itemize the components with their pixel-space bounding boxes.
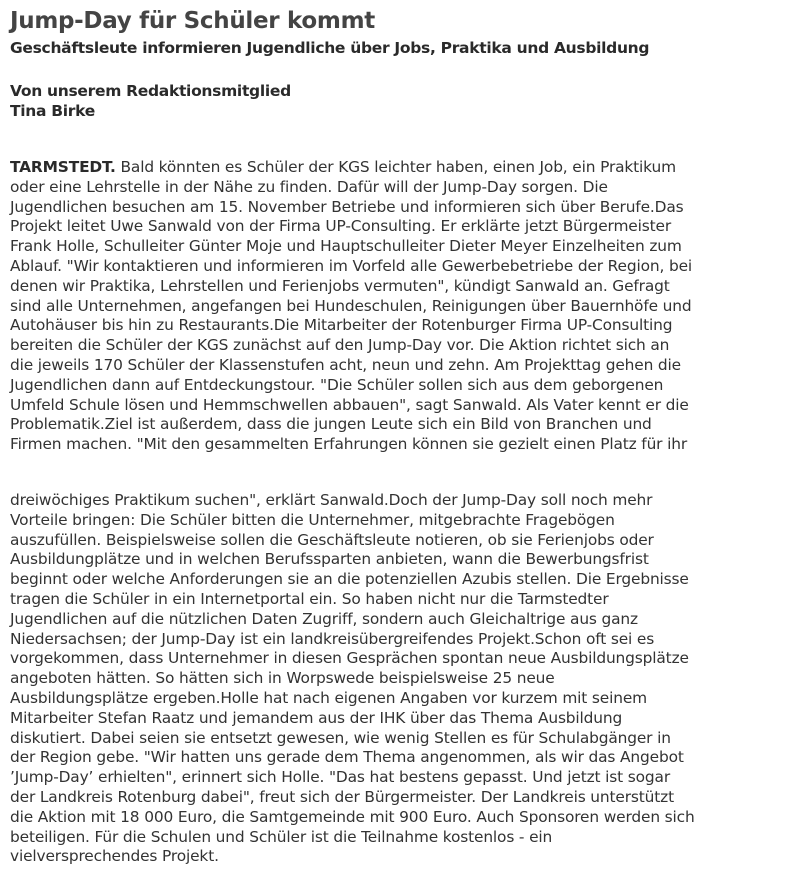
body-line [10, 158, 692, 178]
body-line: beginnt oder welche Anforderungen sie an die potenziellen Azubis stellen. Die Ergebnisse [10, 570, 689, 589]
body-line: Ausbildungsplätze ergeben.Holle hat nach eigenen Angaben vor kurzem mit seinem [10, 688, 647, 707]
body-line: Ausbildungplätze und in welchen Berufssparten anbieten, wann die Bewerbungsfrist [10, 550, 649, 569]
article-body-part-1 [10, 158, 692, 455]
body-line: die Aktion mit 18 000 Euro, die Samtgemeinde mit 900 Euro. Auch Sponsoren werden sich [10, 807, 695, 826]
body-line: angeboten hätten. So hätten sich in Worpswede beispielsweise 25 neue [10, 669, 555, 688]
body-line: Frank Holle, Schulleiter Günter Moje und Hauptschulleiter Dieter Meyer Einzelheiten zum [10, 237, 682, 256]
author-name: Tina Birke [10, 102, 95, 120]
body-line: der Region gebe. "Wir hatten uns gerade dem Thema angenommen, als wir das Angebot [10, 748, 684, 767]
body-line: sind alle Unternehmen, angefangen bei Hundeschulen, Reinigungen über Bauernhöfe und [10, 296, 692, 315]
body-line: Problematik.Ziel ist außerdem, dass die jungen Leute sich ein Bild von Branchen und [10, 415, 652, 434]
body-line: der Landkreis Rotenburg dabei", freut sich der Bürgermeister. Der Landkreis unterstützt [10, 787, 674, 806]
body-line: Mitarbeiter Stefan Raatz und jemandem aus der IHK über das Thema Ausbildung [10, 708, 623, 727]
body-line: auszufüllen. Beispielsweise sollen die Geschäftsleute notieren, ob sie Ferienjobs oder [10, 530, 654, 549]
body-line: bereiten die Schüler der KGS zunächst auf den Jump-Day vor. Die Aktion richtet sich an [10, 336, 670, 355]
article-subtitle: Geschäftsleute informieren Jugendliche über Jobs, Praktika und Ausbildung [10, 39, 650, 57]
body-line: tragen die Schüler in ein Internetportal ein. So haben nicht nur die Tarmstedter [10, 589, 609, 608]
body-line: beteiligen. Für die Schulen und Schüler ist die Teilnahme kostenlos - ein [10, 827, 553, 846]
body-line: Jugendlichen besuchen am 15. November Betriebe und informieren sich über Berufe.Das [10, 197, 684, 216]
body-line: Jugendlichen dann auf Entdeckungstour. "Die Schüler sollen sich aus dem geborgenen [10, 375, 664, 394]
body-line: Ablauf. "Wir kontaktieren und informieren im Vorfeld alle Gewerbebetriebe der Region, bei [10, 256, 693, 275]
body-line: vorgekommen, dass Unternehmer in diesen Gesprächen spontan neue Ausbildungsplätze [10, 649, 689, 668]
body-line: Umfeld Schule lösen und Hemmschwellen abbauen", sagt Sanwald. Als Vater kennt er die [10, 395, 689, 414]
body-line: Firmen machen. "Mit den gesammelten Erfahrungen können sie gezielt einen Platz für ihr [10, 435, 687, 454]
body-line: dreiwöchiges Praktikum suchen", erklärt Sanwald.Doch der Jump-Day soll noch mehr [10, 491, 653, 509]
article-title: Jump-Day für Schüler kommt [10, 8, 375, 34]
body-line-text: Bald könnten es Schüler der KGS leichter haben, einen Job, ein Praktikum [115, 158, 676, 176]
body-line: Projekt leitet Uwe Sanwald von der Firma UP-Consulting. Er erklärte jetzt Bürgermeister [10, 217, 672, 236]
dateline: TARMSTEDT. [10, 158, 116, 176]
body-line: oder eine Lehrstelle in der Nähe zu finden. Dafür will der Jump-Day sorgen. Die [10, 177, 608, 196]
body-line: Vorteile bringen: Die Schüler bitten die Unternehmer, mitgebrachte Fragebögen [10, 510, 615, 529]
body-line: denen wir Praktika, Lehrstellen und Ferienjobs vermuten", kündigt Sanwald an. Gefragt [10, 276, 670, 295]
body-line: die jeweils 170 Schüler der Klassenstufen acht, neun und zehn. Am Projekttag gehen die [10, 355, 681, 374]
body-line: vielversprechendes Projekt. [10, 847, 219, 866]
article-body-part-2 [10, 491, 695, 867]
byline-label: Von unserem Redaktionsmitglied [10, 82, 291, 100]
body-line: Niedersachsen; der Jump-Day ist ein landkreisübergreifendes Projekt.Schon oft sei es [10, 629, 655, 648]
body-line: diskutiert. Dabei seien sie entsetzt gewesen, wie wenig Stellen es für Schulabgänger in [10, 728, 671, 747]
body-line: ’Jump-Day’ erhielten", erinnert sich Holle. "Das hat bestens gepasst. Und jetzt ist sogar [10, 768, 671, 787]
body-line: Jugendlichen auf die nützlichen Daten Zugriff, sondern auch Gleichaltrige aus ganz [10, 609, 638, 628]
body-line: Autohäuser bis hin zu Restaurants.Die Mitarbeiter der Rotenburger Firma UP-Consulting [10, 316, 673, 335]
